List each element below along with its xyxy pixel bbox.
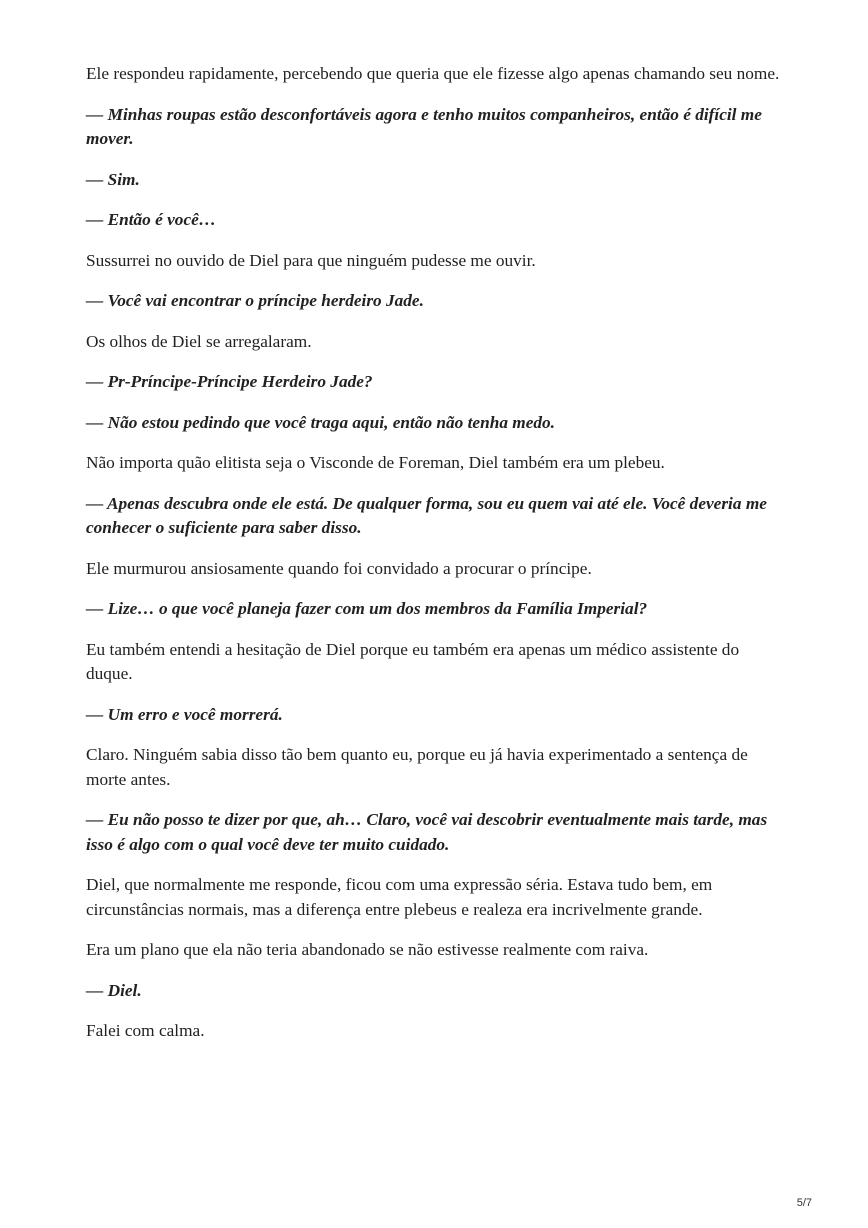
paragraph-narration: Falei com calma.	[86, 1021, 205, 1040]
paragraph-narration: Eu também entendi a hesitação de Diel porque eu também era apenas um médico assistente do duque.	[86, 639, 740, 683]
paragraph-dialog: — Minhas roupas estão desconfortáveis agora e tenho muitos companheiros, então é difícil me mover.	[86, 104, 762, 148]
paragraph-narration: Ele respondeu rapidamente, percebendo que queria que ele fizesse algo apenas chamando seu nome.	[86, 64, 780, 83]
paragraph-narration: Diel, que normalmente me responde, ficou com uma expressão séria. Estava tudo bem, em circunstâncias normais, mas a diferença entre plebeus e realeza era incrivelmente grande.	[86, 875, 713, 919]
paragraph-narration: Não importa quão elitista seja o Visconde de Foreman, Diel também era um plebeu.	[86, 453, 665, 472]
paragraph-dialog: — Pr-Príncipe-Príncipe Herdeiro Jade?	[86, 372, 373, 391]
paragraph-narration: Claro. Ninguém sabia disso tão bem quanto eu, porque eu já havia experimentado a sentença de morte antes.	[86, 745, 748, 789]
paragraph-dialog: — Sim.	[86, 169, 140, 189]
page-number: 5/7	[796, 1197, 812, 1209]
paragraph-narration: Era um plano que ela não teria abandonado se não estivesse realmente com raiva.	[86, 940, 649, 959]
paragraph-dialog: — Você vai encontrar o príncipe herdeiro Jade.	[86, 291, 424, 310]
paragraph-dialog: — Não estou pedindo que você traga aqui, então não tenha medo.	[86, 412, 555, 432]
paragraph-dialog: — Um erro e você morrerá.	[86, 704, 283, 724]
paragraph-narration: Ele murmurou ansiosamente quando foi convidado a procurar o príncipe.	[86, 558, 592, 578]
paragraph-narration: Os olhos de Diel se arregalaram.	[86, 331, 312, 351]
paragraph-dialog: — Diel.	[86, 980, 142, 1000]
paragraph-narration: Sussurrei no ouvido de Diel para que ninguém pudesse me ouvir.	[86, 250, 536, 270]
paragraph-dialog: — Apenas descubra onde ele está. De qualquer forma, sou eu quem vai até ele. Você deveria me conhecer o suficiente para saber disso.	[86, 493, 767, 537]
paragraph-dialog: — Então é você…	[86, 210, 217, 229]
document-body	[86, 62, 786, 1060]
paragraph-dialog: — Lize… o que você planeja fazer com um dos membros da Família Imperial?	[86, 599, 648, 618]
paragraph-dialog: — Eu não posso te dizer por que, ah… Claro, você vai descobrir eventualmente mais tarde, mas isso é algo com o qual você deve ter muito cuidado.	[86, 810, 768, 854]
